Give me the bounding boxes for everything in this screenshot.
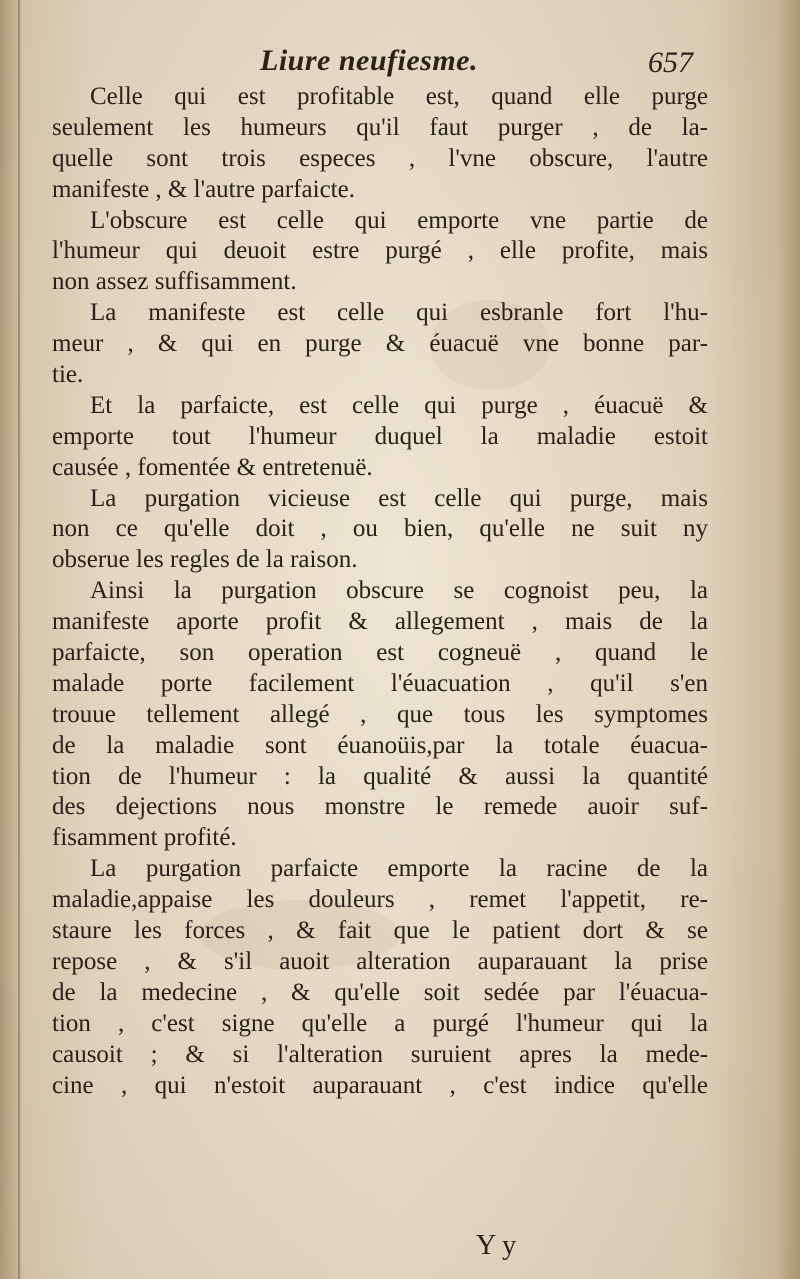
text-line: manifeste aporte profit & allegement , mais de la	[52, 608, 708, 636]
binding-gutter	[18, 0, 20, 1279]
body-text	[52, 82, 708, 1242]
text-line: cine , qui n'estoit auparauant , c'est indice qu'elle	[52, 1071, 708, 1099]
text-line: L'obscure est celle qui emporte vne partie de	[90, 206, 708, 234]
text-line: non ce qu'elle doit , ou bien, qu'elle ne suit ny	[52, 515, 708, 543]
text-line: manifeste , & l'autre parfaicte.	[52, 175, 355, 203]
text-line: emporte tout l'humeur duquel la maladie estoit	[52, 422, 708, 450]
text-line: meur , & qui en purge & éuacuë vne bonne par-	[52, 330, 708, 358]
running-title: Liure neufiesme.	[260, 44, 478, 77]
text-line: staure les forces , & fait que le patient dort & se	[52, 917, 708, 945]
text-line: tie.	[52, 361, 84, 389]
text-line: Celle qui est profitable est, quand elle purge	[90, 83, 708, 110]
text-line: causoit ; & si l'alteration suruient apres la mede-	[52, 1040, 708, 1068]
text-line: fisamment profité.	[52, 824, 237, 852]
text-line: causée , fomentée & entretenuë.	[52, 453, 373, 481]
signature-mark: Y y	[476, 1230, 517, 1261]
text-line: Et la parfaicte, est celle qui purge , éuacuë &	[90, 391, 708, 419]
text-line: Ainsi la purgation obscure se cognoist peu, la	[90, 577, 708, 605]
text-line: l'humeur qui deuoit estre purgé , elle profite, mais	[52, 237, 708, 265]
text-line: des dejections nous monstre le remede auoir suf-	[52, 793, 708, 821]
text-line: malade porte facilement l'éuacuation , qu'il s'en	[52, 669, 708, 697]
text-line: seulement les humeurs qu'il faut purger , de la-	[52, 113, 708, 141]
page-header	[0, 40, 800, 84]
text-line: La manifeste est celle qui esbranle fort l'hu-	[90, 299, 708, 327]
text-line: trouue tellement allegé , que tous les symptomes	[52, 700, 708, 728]
text-line: obserue les regles de la raison.	[52, 546, 358, 574]
text-line: parfaicte, son operation est cogneuë , quand le	[52, 639, 708, 667]
text-line: La purgation vicieuse est celle qui purge, mais	[90, 484, 708, 512]
text-line: repose , & s'il auoit alteration auparauant la prise	[52, 947, 708, 975]
text-line: tion de l'humeur : la qualité & aussi la quantité	[52, 762, 708, 790]
text-line: de la maladie sont éuanoüis,par la totale éuacua-	[52, 731, 708, 759]
page-number: 657	[648, 46, 693, 79]
text-line: quelle sont trois especes , l'vne obscure, l'autre	[52, 144, 708, 172]
text-line: La purgation parfaicte emporte la racine de la	[90, 855, 708, 883]
text-line: tion , c'est signe qu'elle a purgé l'humeur qui la	[52, 1009, 708, 1037]
text-line: non assez suffisamment.	[52, 268, 297, 296]
text-line: maladie,appaise les douleurs , remet l'appetit, re-	[52, 886, 708, 914]
text-line: de la medecine , & qu'elle soit sedée par l'éuacua-	[52, 978, 708, 1006]
